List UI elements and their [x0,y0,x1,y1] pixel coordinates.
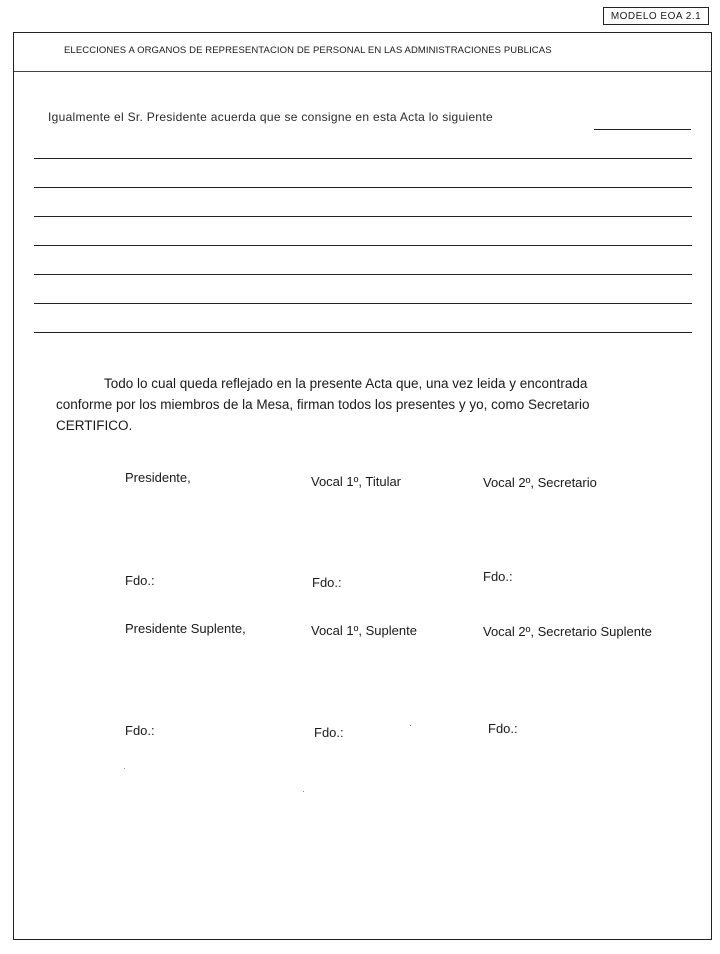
blank-line[interactable] [34,245,692,246]
form-frame [13,32,712,940]
certification-line: conforme por los miembros de la Mesa, firman todos los presentes y yo, como Secretario [56,397,590,412]
signature-fdo[interactable]: Fdo.: [483,569,513,584]
blank-line[interactable] [34,187,692,188]
signature-fdo[interactable]: Fdo.: [125,573,155,588]
signature-label-presidente-suplente: Presidente Suplente, [125,621,246,636]
blank-line[interactable] [34,158,692,159]
certification-line: CERTIFICO. [56,418,133,433]
certification-line: Todo lo cual queda reflejado en la presente Acta que, una vez leida y encontrada [104,376,588,391]
signature-fdo[interactable]: Fdo.: [314,725,344,740]
form-title: ELECCIONES A ORGANOS DE REPRESENTACION DE PERSONAL EN LAS ADMINISTRACIONES PUBLICAS [64,45,552,56]
scan-speck [410,725,411,726]
signature-fdo[interactable]: Fdo.: [488,721,518,736]
signature-label-vocal2-secretario: Vocal 2º, Secretario [483,475,597,490]
blank-line[interactable] [34,332,692,333]
blank-line[interactable] [34,303,692,304]
certification-paragraph [56,373,696,436]
intro-blank-line[interactable] [594,129,691,130]
form-header [14,33,711,72]
signature-fdo[interactable]: Fdo.: [312,575,342,590]
signature-label-vocal1-titular: Vocal 1º, Titular [311,474,402,489]
signature-fdo[interactable]: Fdo.: [125,723,155,738]
signature-label-presidente: Presidente, [125,470,191,485]
scan-speck [124,768,125,769]
intro-text: Igualmente el Sr. Presidente acuerda que se consigne en esta Acta lo siguiente [48,110,494,124]
scan-speck [303,791,304,792]
blank-line[interactable] [34,274,692,275]
blank-line[interactable] [34,216,692,217]
signature-label-vocal2-secretario-suplente: Vocal 2º, Secretario Suplente [483,624,652,639]
signature-label-vocal1-suplente: Vocal 1º, Suplente [311,623,417,638]
model-tag: MODELO EOA 2.1 [603,7,709,25]
